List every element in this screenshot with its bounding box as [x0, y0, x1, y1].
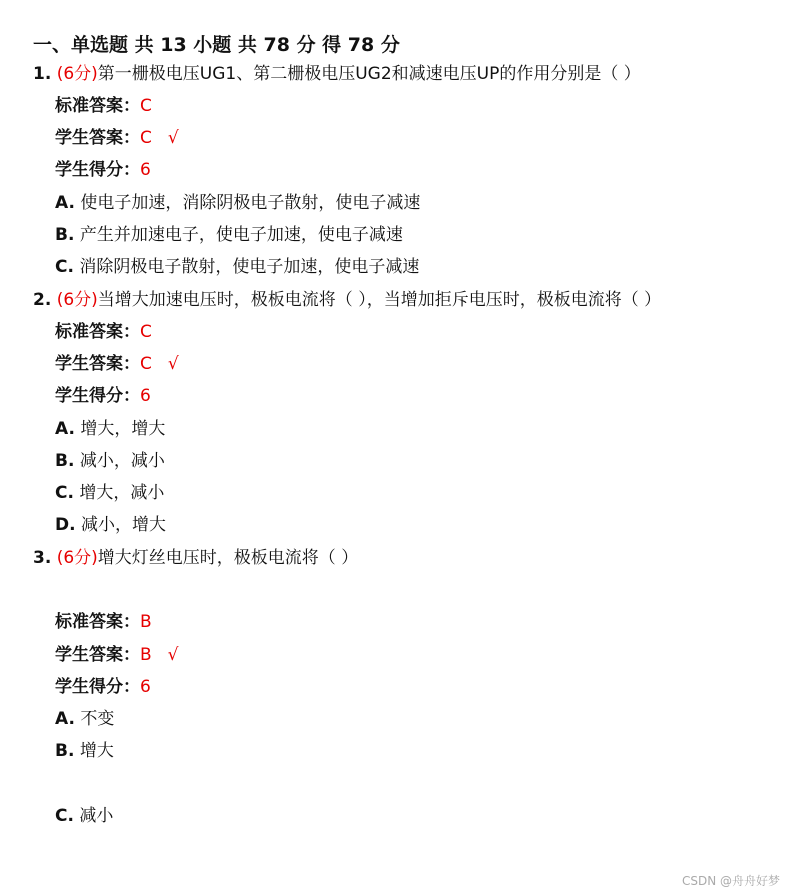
question-points: (6分)	[56, 548, 98, 568]
option-letter: C.	[55, 483, 74, 503]
option-text: 不变	[80, 709, 115, 729]
option-text: 增大，增大	[80, 419, 166, 439]
option-text: 增大，减小	[79, 483, 165, 503]
question-number: 1.	[33, 64, 52, 84]
option-text: 减小，减小	[79, 451, 165, 471]
student-answer-label: 学生答案：	[55, 128, 140, 148]
standard-answer-label: 标准答案：	[55, 96, 140, 116]
student-answer-value: C	[140, 128, 152, 148]
option-letter: A.	[55, 709, 75, 729]
option-text: 增大	[79, 741, 114, 761]
option-a	[55, 418, 165, 440]
correct-check-icon: √	[167, 128, 179, 148]
question-text: 第一栅极电压UG1、第二栅极电压UG2和减速电压UP的作用分别是（ ）	[97, 64, 641, 84]
question-points: (6分)	[56, 290, 98, 310]
option-letter: B.	[55, 225, 75, 245]
correct-check-icon: √	[167, 354, 179, 374]
student-answer-row	[55, 353, 179, 375]
student-score-label: 学生得分：	[55, 677, 140, 697]
correct-check-icon: √	[167, 645, 179, 665]
student-score-row	[55, 159, 151, 181]
standard-answer-value: C	[140, 322, 152, 342]
section-title: 一、单选题 共 13 小题 共 78 分 得 78 分	[33, 34, 400, 56]
option-letter: A.	[55, 193, 75, 213]
option-b	[55, 740, 114, 762]
student-answer-value: C	[140, 354, 152, 374]
student-score-row	[55, 676, 151, 698]
option-letter: A.	[55, 419, 75, 439]
option-a	[55, 192, 420, 214]
watermark: CSDN @舟舟好梦	[681, 874, 780, 888]
student-score-label: 学生得分：	[55, 160, 140, 180]
student-answer-label: 学生答案：	[55, 354, 140, 374]
student-score-label: 学生得分：	[55, 386, 140, 406]
option-letter: B.	[55, 451, 75, 471]
question-3	[33, 547, 358, 569]
option-c	[55, 805, 113, 827]
option-b	[55, 224, 403, 246]
student-score-value: 6	[140, 160, 151, 180]
question-number: 3.	[33, 548, 52, 568]
student-score-value: 6	[140, 386, 151, 406]
option-a	[55, 708, 114, 730]
standard-answer-label: 标准答案：	[55, 322, 140, 342]
option-b	[55, 450, 165, 472]
option-text: 使电子加速，消除阴极电子散射，使电子减速	[80, 193, 421, 213]
option-c	[55, 482, 164, 504]
student-score-value: 6	[140, 677, 151, 697]
standard-answer-value: B	[140, 612, 152, 632]
student-answer-label: 学生答案：	[55, 645, 140, 665]
question-2	[33, 289, 661, 311]
option-c	[55, 256, 419, 278]
question-1	[33, 63, 641, 85]
standard-answer-label: 标准答案：	[55, 612, 140, 632]
option-d	[55, 514, 166, 536]
question-number: 2.	[33, 290, 52, 310]
question-text: 增大灯丝电压时，极板电流将（ ）	[97, 548, 359, 568]
standard-answer-row	[55, 611, 152, 633]
student-answer-row	[55, 127, 179, 149]
question-points: (6分)	[56, 64, 98, 84]
option-letter: D.	[55, 515, 76, 535]
option-text: 产生并加速电子，使电子加速，使电子减速	[79, 225, 403, 245]
option-text: 减小，增大	[80, 515, 166, 535]
standard-answer-value: C	[140, 96, 152, 116]
option-letter: B.	[55, 741, 75, 761]
student-answer-row	[55, 644, 179, 666]
option-letter: C.	[55, 257, 74, 277]
option-text: 减小	[79, 806, 114, 826]
question-text: 当增大加速电压时，极板电流将（ ），当增加拒斥电压时，极板电流将（ ）	[97, 290, 662, 310]
student-score-row	[55, 385, 151, 407]
student-answer-value: B	[140, 645, 152, 665]
standard-answer-row	[55, 95, 152, 117]
option-text: 消除阴极电子散射，使电子加速，使电子减速	[79, 257, 420, 277]
standard-answer-row	[55, 321, 152, 343]
option-letter: C.	[55, 806, 74, 826]
